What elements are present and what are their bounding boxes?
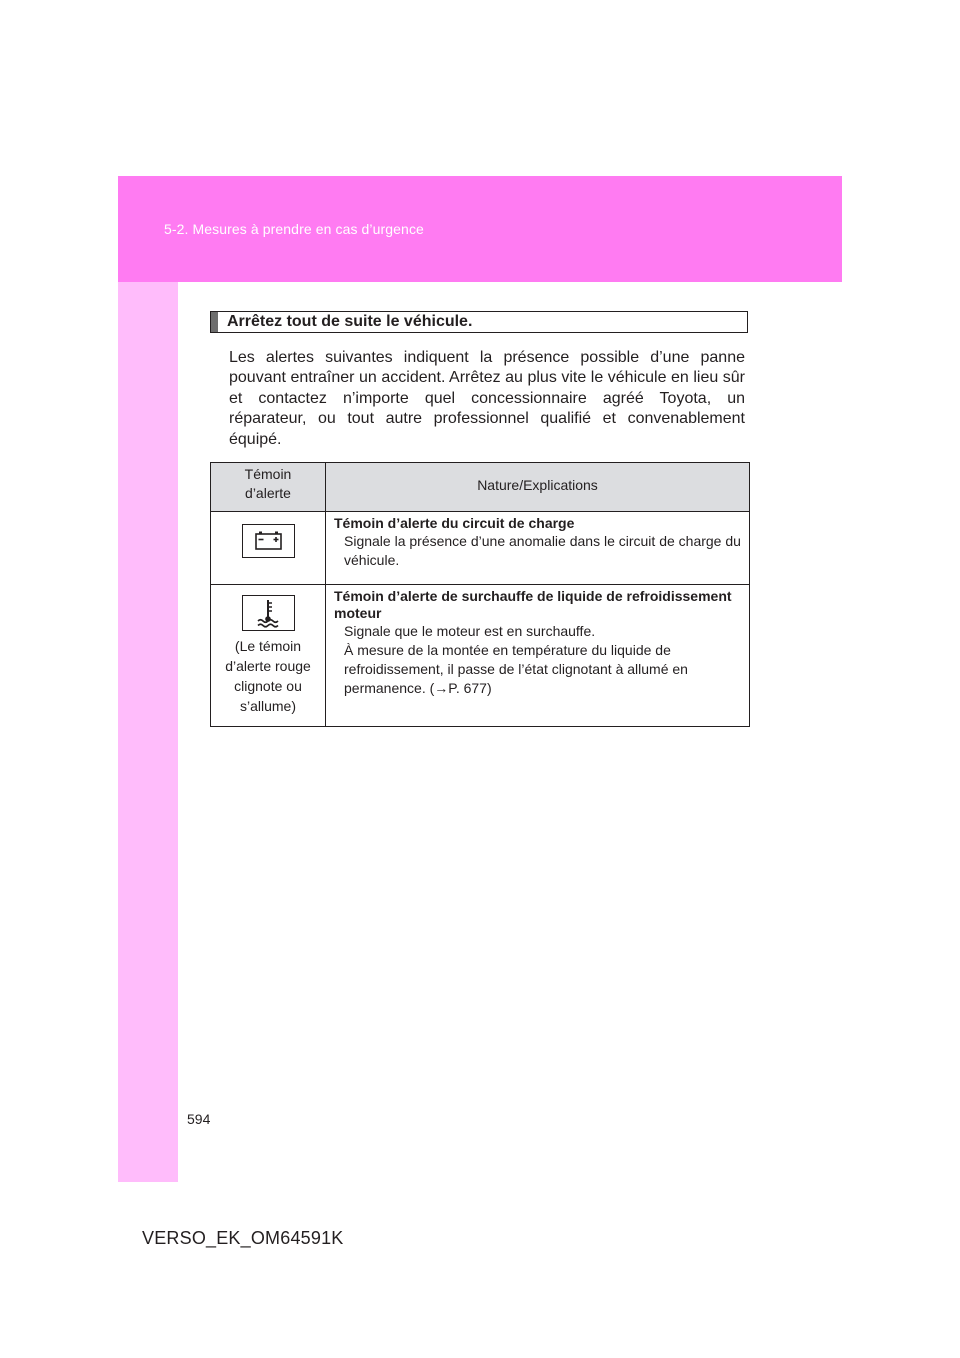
description-cell — [326, 512, 750, 585]
icon-cell — [211, 512, 326, 585]
page-reference: P. 677) — [448, 680, 492, 696]
intro-paragraph: Les alertes suivantes indiquent la présence possible d’une panne pouvant entraîner un accident. Arrêtez au plus vite le véhicule en lieu sûr et contactez n’importe quel concessionnaire agréé Toyota, un réparateur, ou tout autre professionnel qualifié et convenablement équipé. — [229, 349, 745, 448]
footer-code: VERSO_EK_OM64591K — [142, 1228, 344, 1248]
table-header-row — [211, 463, 750, 512]
row-body-line — [334, 641, 741, 698]
table-row — [211, 585, 750, 727]
heading-text: Arrêtez tout de suite le véhicule. — [227, 313, 473, 330]
row-title: Témoin d’alerte du circuit de charge — [334, 515, 575, 531]
side-band — [118, 282, 178, 1182]
table-row — [211, 512, 750, 585]
section-title: 5-2. Mesures à prendre en cas d’urgence — [164, 221, 424, 237]
row-body-text: À mesure de la montée en température du liquide de refroidissement, il passe de l’état clignotant à allumé en permanence. ( — [344, 642, 688, 696]
row-title: Témoin d’alerte de surchauffe de liquide de refroidissement moteur — [334, 588, 732, 621]
coolant-temperature-icon — [242, 595, 295, 631]
col-header-explanations: Nature/Explications — [326, 463, 750, 512]
col-header-warning-light-line2: d’alerte — [245, 485, 291, 501]
col-header-warning-light-line1: Témoin — [244, 466, 292, 482]
heading-marker — [211, 312, 218, 332]
col-header-warning-light — [211, 463, 326, 512]
page-number: 594 — [187, 1111, 211, 1127]
row-body-line: Signale que le moteur est en surchauffe. — [344, 623, 596, 639]
section-heading — [210, 311, 748, 333]
icon-cell — [211, 585, 326, 727]
arrow-icon: → — [434, 680, 449, 696]
icon-note: (Le témoin d’alerte rouge clignote ou s’allume) — [225, 638, 311, 714]
description-cell — [326, 585, 750, 727]
row-body: Signale la présence d’une anomalie dans le circuit de charge du véhicule. — [344, 533, 741, 568]
battery-icon — [242, 524, 295, 558]
warning-table — [210, 462, 750, 727]
